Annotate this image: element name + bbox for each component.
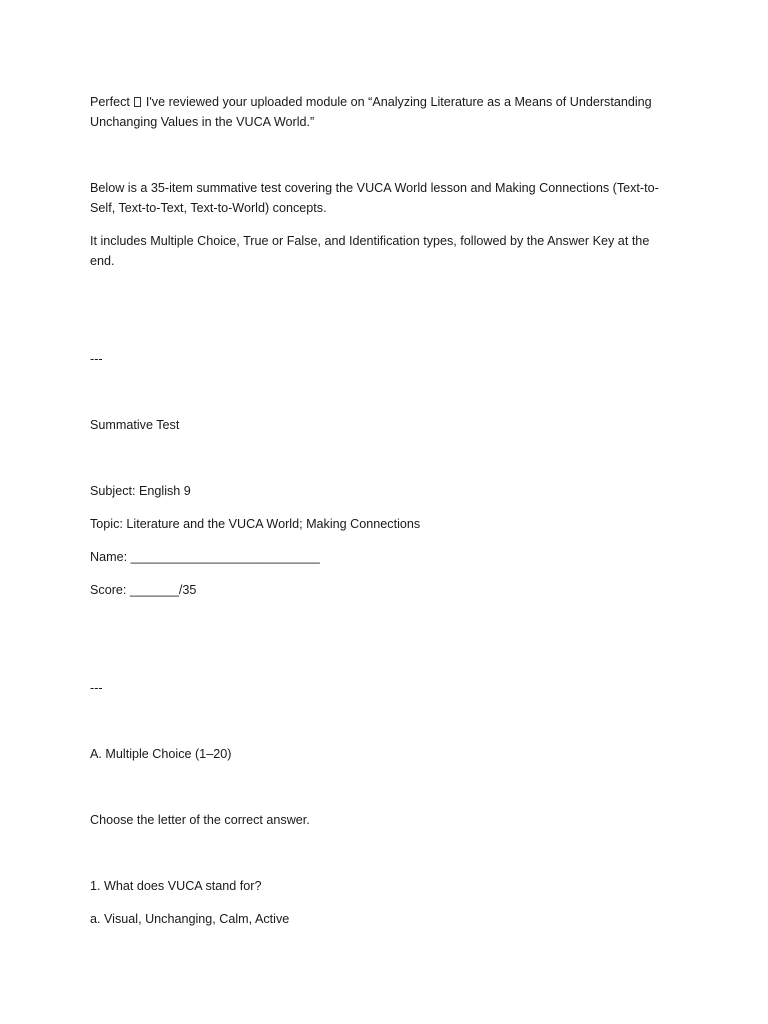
name-line: Name: ___________________________ — [90, 550, 320, 564]
intro-paragraph-3: It includes Multiple Choice, True or False, and Identification types, followed by the Answer Key at the end. — [90, 234, 650, 268]
intro-paragraph-1-prefix: Perfect — [90, 95, 130, 109]
intro-paragraph-2: Below is a 35-item summative test covering the VUCA World lesson and Making Connections (Text-to-Self, Text-to-Text, Text-to-World) concepts. — [90, 181, 659, 215]
intro-paragraph-1-text: I've reviewed your uploaded module on “Analyzing Literature as a Means of Understanding Unchanging Values in the VUCA World.” — [90, 95, 652, 129]
intro-paragraph-1 — [90, 92, 670, 132]
topic-line: Topic: Literature and the VUCA World; Making Connections — [90, 517, 421, 531]
section-a-heading: A. Multiple Choice (1–20) — [90, 747, 232, 761]
missing-glyph-icon — [134, 97, 141, 107]
score-line: Score: _______/35 — [90, 583, 197, 597]
separator-2: --- — [90, 681, 103, 695]
subject-line: Subject: English 9 — [90, 484, 191, 498]
question-1-option-a: a. Visual, Unchanging, Calm, Active — [90, 912, 290, 926]
section-a-instruction: Choose the letter of the correct answer. — [90, 813, 310, 827]
test-title: Summative Test — [90, 418, 180, 432]
question-1: 1. What does VUCA stand for? — [90, 879, 262, 893]
separator-1: --- — [90, 352, 103, 366]
